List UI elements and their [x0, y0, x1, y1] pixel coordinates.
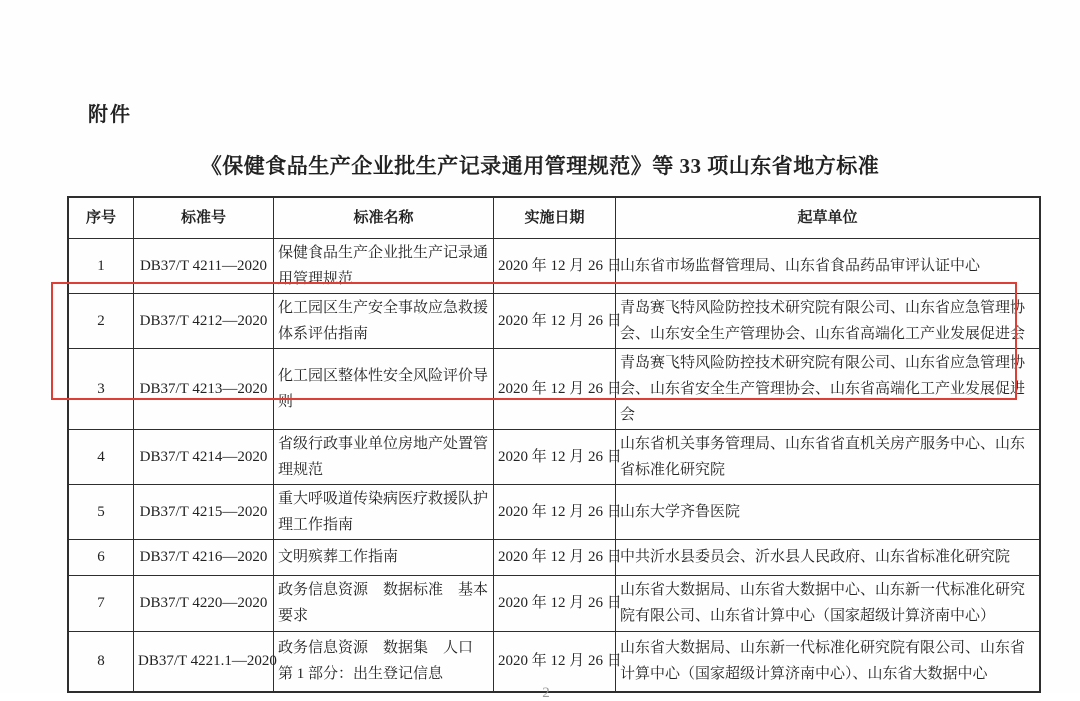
- column-header-date: 实施日期: [494, 197, 616, 238]
- cell-name: 政务信息资源 数据集 人口 第 1 部分：出生登记信息: [274, 631, 494, 692]
- cell-name: 重大呼吸道传染病医疗救援队护理工作指南: [274, 484, 494, 539]
- cell-no: 6: [68, 539, 134, 575]
- table-row: [68, 484, 1040, 539]
- cell-unit: 山东省大数据局、山东省大数据中心、山东新一代标准化研究院有限公司、山东省计算中心（国家超级计算济南中心）: [616, 575, 1041, 631]
- cell-name: 保健食品生产企业批生产记录通用管理规范: [274, 238, 494, 293]
- cell-no: 5: [68, 484, 134, 539]
- cell-name: 政务信息资源 数据标准 基本要求: [274, 575, 494, 631]
- cell-unit: 山东省大数据局、山东新一代标准化研究院有限公司、山东省计算中心（国家超级计算济南中心）、山东省大数据中心: [616, 631, 1041, 692]
- cell-unit: 青岛赛飞特风险防控技术研究院有限公司、山东省应急管理协会、山东省安全生产管理协会、山东省高端化工产业发展促进会: [616, 348, 1041, 429]
- cell-no: 2: [68, 293, 134, 348]
- cell-std_no: DB37/T 4221.1—2020: [134, 631, 274, 692]
- column-header-name: 标准名称: [274, 197, 494, 238]
- table-row: [68, 429, 1040, 484]
- attachment-label: 附件: [88, 104, 132, 126]
- table-row: [68, 575, 1040, 631]
- column-header-unit: 起草单位: [616, 197, 1041, 238]
- column-header-no: 序号: [68, 197, 134, 238]
- cell-date: 2020 年 12 月 26 日: [494, 348, 616, 429]
- page-number-partial: 2: [542, 685, 550, 701]
- table-row: [68, 348, 1040, 429]
- cell-name: 化工园区生产安全事故应急救援体系评估指南: [274, 293, 494, 348]
- cell-date: 2020 年 12 月 26 日: [494, 238, 616, 293]
- cell-date: 2020 年 12 月 26 日: [494, 429, 616, 484]
- cell-std_no: DB37/T 4216—2020: [134, 539, 274, 575]
- cell-date: 2020 年 12 月 26 日: [494, 293, 616, 348]
- cell-unit: 山东大学齐鲁医院: [616, 484, 1041, 539]
- cell-std_no: DB37/T 4211—2020: [134, 238, 274, 293]
- cell-no: 4: [68, 429, 134, 484]
- cell-unit: 山东省机关事务管理局、山东省省直机关房产服务中心、山东省标准化研究院: [616, 429, 1041, 484]
- cell-std_no: DB37/T 4213—2020: [134, 348, 274, 429]
- document-title: 《保健食品生产企业批生产记录通用管理规范》等 33 项山东省地方标准: [200, 154, 880, 178]
- table-header-row: [68, 197, 1040, 238]
- table-row: [68, 293, 1040, 348]
- cell-date: 2020 年 12 月 26 日: [494, 539, 616, 575]
- cell-name: 省级行政事业单位房地产处置管理规范: [274, 429, 494, 484]
- cell-std_no: DB37/T 4220—2020: [134, 575, 274, 631]
- table-row: [68, 631, 1040, 692]
- cell-unit: 中共沂水县委员会、沂水县人民政府、山东省标准化研究院: [616, 539, 1041, 575]
- cell-name: 文明殡葬工作指南: [274, 539, 494, 575]
- cell-std_no: DB37/T 4214—2020: [134, 429, 274, 484]
- table-row: [68, 539, 1040, 575]
- table-head: [68, 197, 1040, 238]
- standards-table: [67, 196, 1041, 701]
- table-body: [68, 238, 1040, 701]
- cell-date: 2020 年 12 月 26 日: [494, 484, 616, 539]
- table-row: [68, 238, 1040, 293]
- cell-date: 2020 年 12 月 26 日: [494, 575, 616, 631]
- cell-no: 3: [68, 348, 134, 429]
- cell-no: 7: [68, 575, 134, 631]
- cell-date: 2020 年 12 月 26 日: [494, 631, 616, 692]
- cell-no: 1: [68, 238, 134, 293]
- cell-std_no: DB37/T 4212—2020: [134, 293, 274, 348]
- cell-no: 8: [68, 631, 134, 692]
- cell-std_no: DB37/T 4215—2020: [134, 484, 274, 539]
- column-header-std_no: 标准号: [134, 197, 274, 238]
- cell-unit: 青岛赛飞特风险防控技术研究院有限公司、山东省应急管理协会、山东安全生产管理协会、山东省高端化工产业发展促进会: [616, 293, 1041, 348]
- cell-unit: 山东省市场监督管理局、山东省食品药品审评认证中心: [616, 238, 1041, 293]
- cell-name: 化工园区整体性安全风险评价导则: [274, 348, 494, 429]
